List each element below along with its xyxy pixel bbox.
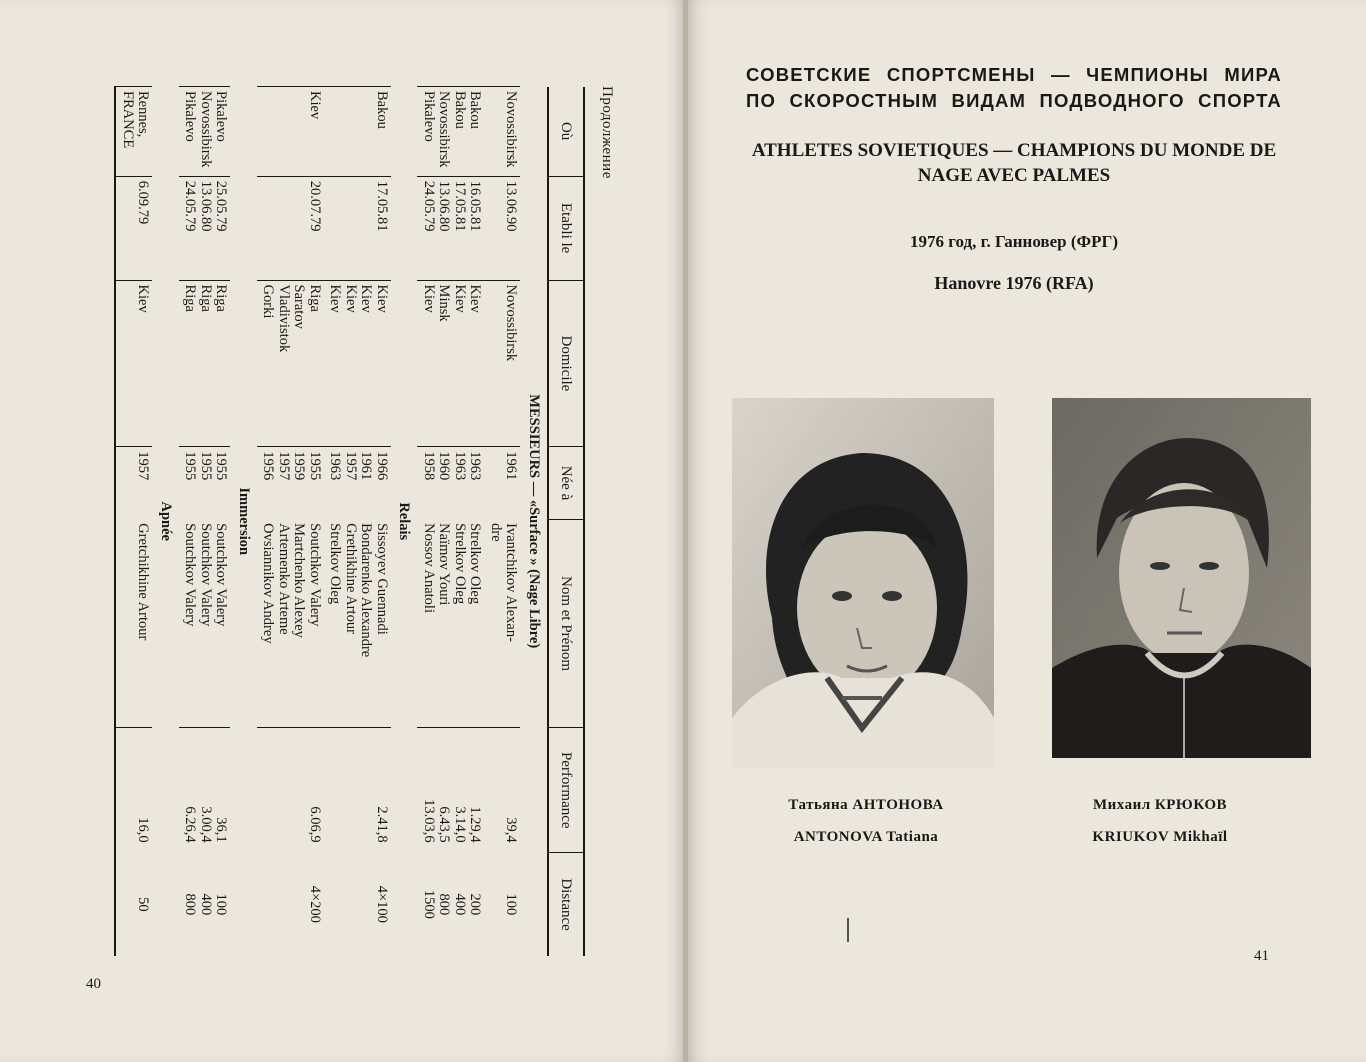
section-title: MESSIEURS — «Surface » (Nage Libre) <box>526 394 542 649</box>
cell-line <box>358 857 374 952</box>
cell-line: 400 <box>198 893 214 916</box>
athlete-1-name-russian: Татьяна АНТОНОВА <box>788 797 944 813</box>
header-where: Où <box>548 87 584 177</box>
cell-name <box>324 519 391 728</box>
cell-performance <box>257 728 324 853</box>
cell-line <box>327 91 343 172</box>
cell-line: Riga <box>198 284 214 312</box>
cell-line: Rennes, <box>135 91 152 138</box>
cell-line: 1957 <box>135 451 152 481</box>
section-heading-row <box>231 87 258 957</box>
cell-where <box>179 87 231 177</box>
cell-name <box>418 519 485 728</box>
table-header-row <box>548 87 584 957</box>
cell-line <box>291 732 307 842</box>
cell-line: 800 <box>436 893 453 916</box>
cell-distance <box>116 853 153 956</box>
cell-line: 50 <box>135 897 152 912</box>
section-title: Relais <box>396 502 413 541</box>
section-heading-row <box>521 87 549 957</box>
cell-date <box>485 176 521 280</box>
cell-line: 1963 <box>467 451 484 481</box>
cell-line: 1955 <box>213 451 230 481</box>
cell-line <box>276 181 292 276</box>
cell-line: 17.05.81 <box>452 180 468 232</box>
cell-line: 24.05.79 <box>421 180 437 232</box>
cell-where <box>257 87 324 177</box>
cell-line <box>291 91 307 172</box>
cell-line: Pikalevo <box>421 91 437 142</box>
cell-line <box>260 91 276 172</box>
header-name: Nom et Prénom <box>548 519 584 728</box>
cell-line: Ivantchikov Alexan- <box>503 523 520 642</box>
cell-distance <box>418 853 485 956</box>
cell-line: 1500 <box>421 889 437 919</box>
athlete-photo-antonova <box>732 398 994 768</box>
cell-line: Strelkov Oleg <box>327 523 344 605</box>
cell-line: 1955 <box>307 451 323 481</box>
cell-line <box>276 857 292 952</box>
cell-line: Riga <box>213 284 230 312</box>
cell-performance <box>418 728 485 853</box>
cell-date <box>324 176 391 280</box>
cell-line: 24.05.79 <box>182 180 199 232</box>
cell-domicile <box>116 280 153 447</box>
table-row <box>418 87 485 957</box>
title-french: ATHLETES SOVIETIQUES — CHAMPIONS DU MONDE DE NAGE AVEC PALMES <box>751 140 1277 186</box>
cell-line: 16,0 <box>135 817 152 843</box>
event-french: Hanovre 1976 (RFA) <box>934 273 1094 293</box>
cell-line: FRANCE <box>120 91 136 149</box>
section-title: Immersion <box>236 487 252 556</box>
cell-line: Bakou <box>467 91 484 129</box>
cell-line: 2.41,8 <box>374 806 390 843</box>
cell-line <box>358 732 374 842</box>
cell-where <box>485 87 521 177</box>
cell-line: Bakou <box>374 91 390 129</box>
cell-domicile <box>418 280 485 447</box>
cell-where <box>324 87 391 177</box>
cell-line: Gorki <box>260 284 277 319</box>
cell-line: 800 <box>182 893 199 916</box>
cell-line: 100 <box>213 893 230 916</box>
cell-line: Kiev <box>452 284 468 313</box>
cell-line: Kiev <box>343 284 359 313</box>
print-mark <box>846 918 850 942</box>
cell-line: 6.06,9 <box>307 806 323 843</box>
event-russian: 1976 год, г. Ганновер (ФРГ) <box>909 232 1118 251</box>
cell-distance <box>324 853 391 956</box>
cell-date <box>116 176 153 280</box>
cell-line: 16.05.81 <box>467 180 484 232</box>
cell-line: 1955 <box>198 451 214 481</box>
cell-line: Novossibirsk <box>503 284 520 362</box>
cell-born <box>485 447 521 519</box>
cell-line: Ovsiannikov Andrey <box>260 523 277 644</box>
cell-line: 4×100 <box>374 885 390 923</box>
cell-line <box>327 732 343 842</box>
cell-line: Naïmov Youri <box>436 523 453 606</box>
cell-line <box>327 181 343 276</box>
cell-line: Kiev <box>327 284 344 313</box>
cell-date <box>179 176 231 280</box>
cell-name <box>116 519 153 728</box>
cell-domicile <box>179 280 231 447</box>
cell-date <box>418 176 485 280</box>
cell-born <box>257 447 324 519</box>
cell-line <box>327 857 343 952</box>
cell-line: 13.06.80 <box>198 180 214 232</box>
cell-line: Martchenko Alexey <box>291 523 308 638</box>
cell-line: Kiev <box>358 284 375 313</box>
cell-line: 25.05.79 <box>213 180 230 232</box>
cell-performance <box>116 728 153 853</box>
cell-line: 1960 <box>436 451 453 481</box>
cell-performance <box>485 728 521 853</box>
cell-line: 1961 <box>358 451 375 481</box>
cell-line: Kiev <box>374 284 390 313</box>
table-bottom-rule <box>113 87 116 957</box>
cell-line: 17.05.81 <box>374 180 390 232</box>
cell-line: Strelkov Oleg <box>467 523 484 605</box>
header-born: Née à <box>548 447 584 519</box>
cell-line: 3.14,0 <box>452 806 468 843</box>
cell-line <box>260 181 276 276</box>
records-table-rotated <box>110 86 615 956</box>
page-number-right: 41 <box>1254 948 1269 964</box>
cell-line: Artemenko Arteme <box>276 523 292 635</box>
cell-where <box>418 87 485 177</box>
cell-line: Saratov <box>291 284 308 329</box>
athlete-2-name-french: KRIUKOV Mikhaïl <box>1092 829 1228 845</box>
cell-line: 20.07.79 <box>307 180 323 232</box>
cell-line: Vladivistok <box>276 284 292 353</box>
cell-line: Pikalevo <box>213 91 230 142</box>
cell-line: Kiev <box>467 284 484 313</box>
cell-line: Riga <box>182 284 199 312</box>
cell-line <box>358 181 374 276</box>
cell-line: Novossibirsk <box>503 91 520 168</box>
cell-line <box>276 732 292 842</box>
cell-performance <box>179 728 231 853</box>
cell-line <box>343 732 359 842</box>
header-distance: Distance <box>548 853 584 956</box>
cell-line: dre <box>488 523 504 542</box>
cell-line: Sissoyev Guennadi <box>374 523 390 635</box>
cell-date <box>257 176 324 280</box>
cell-line: Gretchikhine Artour <box>135 523 152 641</box>
athlete-photo-kriukov <box>1052 398 1311 758</box>
cell-line: Soutchkov Valery <box>213 523 230 627</box>
cell-line: 1.29,4 <box>467 806 484 843</box>
cell-line: 6.43,5 <box>436 806 453 843</box>
cell-line: 3.00,4 <box>198 806 214 843</box>
cell-line: 36,1 <box>213 817 230 843</box>
cell-line: Kiev <box>135 284 152 313</box>
header-date: Etabli le <box>548 176 584 280</box>
cell-line: 1955 <box>182 451 199 481</box>
cell-line: 6.09.79 <box>135 180 152 225</box>
cell-line <box>343 91 359 172</box>
cell-line: Novossibirsk <box>436 91 453 168</box>
cell-line: 39,4 <box>503 817 520 843</box>
cell-line: 6.26,4 <box>182 806 199 843</box>
cell-where <box>116 87 153 177</box>
cell-line: Bondarenko Alexandre <box>358 523 375 658</box>
cell-line <box>276 91 292 172</box>
cell-name <box>485 519 521 728</box>
cell-distance <box>179 853 231 956</box>
table-row <box>257 87 324 957</box>
cell-line: Nossov Anatoli <box>421 523 437 613</box>
title-russian: СОВЕТСКИЕ СПОРТСМЕНЫ — ЧЕМПИОНЫ МИРА ПО СКОРОСТНЫМ ВИДАМ ПОДВОДНОГО СПОРТА <box>746 64 1282 111</box>
cell-line: Strelkov Oleg <box>452 523 468 605</box>
section-title: Apnée <box>158 501 174 541</box>
cell-line: 1961 <box>503 451 520 481</box>
cell-name <box>179 519 231 728</box>
cell-domicile <box>485 280 521 447</box>
cell-name <box>257 519 324 728</box>
cell-domicile <box>257 280 324 447</box>
section-heading-row <box>153 87 180 957</box>
cell-performance <box>324 728 391 853</box>
cell-domicile <box>324 280 391 447</box>
cell-line: Minsk <box>436 284 453 322</box>
header-domicile: Domicile <box>548 280 584 447</box>
cell-distance <box>257 853 324 956</box>
cell-line: 1957 <box>343 451 359 481</box>
cell-distance <box>485 853 521 956</box>
cell-line: 100 <box>503 893 520 916</box>
continuation-label: Продолжение <box>599 86 615 179</box>
table-row <box>179 87 231 957</box>
cell-line: 400 <box>452 893 468 916</box>
cell-line: Soutchkov Valery <box>198 523 214 627</box>
cell-line: 1963 <box>327 451 344 481</box>
cell-line: Soutchkov Valery <box>182 523 199 627</box>
cell-line <box>291 857 307 952</box>
cell-line: 13.06.90 <box>503 180 520 232</box>
cell-line <box>358 91 374 172</box>
cell-line <box>343 857 359 952</box>
cell-line: 13.06.80 <box>436 180 453 232</box>
cell-born <box>418 447 485 519</box>
cell-line: Riga <box>307 284 323 312</box>
cell-line: 1966 <box>374 451 390 481</box>
cell-line: Soutchkov Valery <box>307 523 323 627</box>
cell-line: 1959 <box>291 451 308 481</box>
cell-line: Novossibirsk <box>198 91 214 168</box>
page-number-left: 40 <box>86 976 101 992</box>
cell-line <box>291 181 307 276</box>
cell-line: 13.03,6 <box>421 799 437 843</box>
cell-born <box>324 447 391 519</box>
cell-line: Kiev <box>307 91 323 120</box>
cell-line: 1958 <box>421 451 437 481</box>
header-performance: Performance <box>548 728 584 853</box>
cell-line <box>343 181 359 276</box>
cell-line <box>260 732 276 842</box>
table-row <box>324 87 391 957</box>
section-heading-row <box>391 87 418 957</box>
cell-line: Pikalevo <box>182 91 199 142</box>
table-row <box>116 87 153 957</box>
cell-line: 1956 <box>260 451 277 481</box>
cell-line <box>260 857 276 952</box>
cell-line: Grethikhine Artour <box>343 523 359 634</box>
cell-line: 1957 <box>276 451 292 481</box>
table-row <box>485 87 521 957</box>
cell-line: Kiev <box>421 284 437 313</box>
cell-line: 200 <box>467 893 484 916</box>
cell-born <box>179 447 231 519</box>
cell-line: Bakou <box>452 91 468 129</box>
athlete-2-name-russian: Михаил КРЮКОВ <box>1092 797 1227 813</box>
cell-line: 1963 <box>452 451 468 481</box>
records-table <box>113 86 586 956</box>
athlete-1-name-french: ANTONOVA Tatiana <box>793 829 939 845</box>
cell-born <box>116 447 153 519</box>
cell-line: 4×200 <box>307 885 323 923</box>
